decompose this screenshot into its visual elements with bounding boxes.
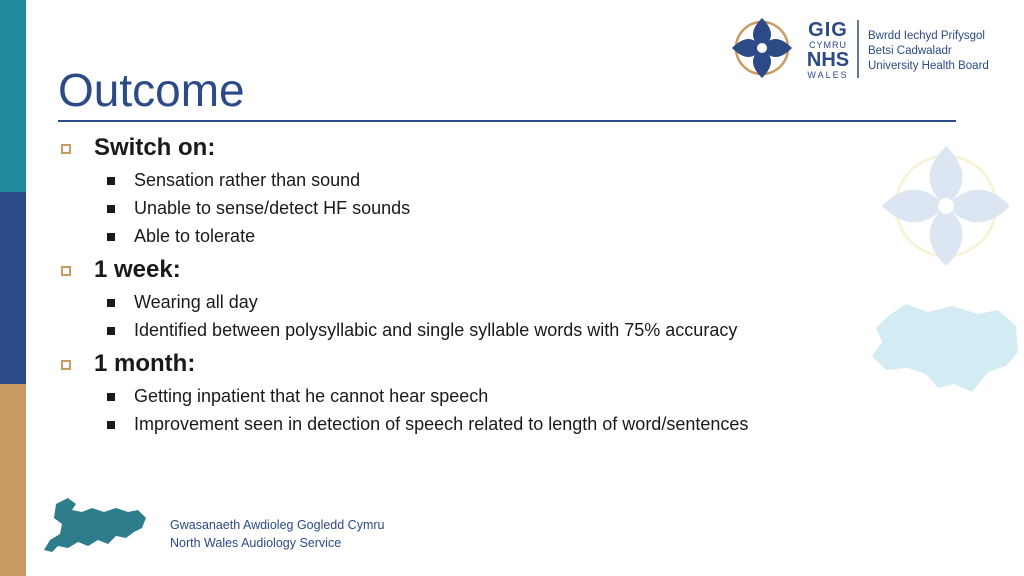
footer-welsh: Gwasanaeth Awdioleg Gogledd Cymru — [170, 518, 385, 532]
side-bar-teal — [0, 0, 26, 192]
board-line-2: Betsi Cadwaladr — [868, 45, 952, 57]
title-divider — [58, 120, 956, 122]
logo-cymru: CYMRU — [809, 40, 847, 50]
list-item — [58, 194, 958, 222]
list-item-text: Sensation rather than sound — [134, 170, 361, 190]
square-bullet-icon — [61, 360, 71, 370]
footer — [170, 516, 384, 552]
bullet-icon — [107, 299, 115, 307]
list-item-text: Able to tolerate — [134, 226, 256, 246]
section-1-month — [58, 348, 958, 438]
section-heading: 1 week: — [94, 256, 181, 283]
list-item-text: Wearing all day — [134, 292, 258, 312]
list-item-text: Improvement seen in detection of speech related to length of word/sentences — [134, 414, 749, 434]
section-switch-on — [58, 132, 958, 250]
square-bullet-icon — [61, 144, 71, 154]
list-item — [58, 382, 958, 410]
bullet-icon — [107, 177, 115, 185]
board-line-1: Bwrdd Iechyd Prifysgol — [868, 30, 985, 42]
footer-english: North Wales Audiology Service — [170, 536, 342, 550]
logo-wales: WALES — [807, 70, 849, 80]
logo-gig: GIG — [808, 19, 848, 41]
north-wales-map-icon — [42, 496, 150, 554]
square-bullet-icon — [61, 266, 71, 276]
section-1-week — [58, 254, 958, 344]
list-item — [58, 222, 958, 250]
section-heading: 1 month: — [94, 350, 196, 377]
bullet-icon — [107, 205, 115, 213]
list-item-text: Getting inpatient that he cannot hear speech — [134, 386, 489, 406]
list-item — [58, 316, 958, 344]
list-item — [58, 288, 958, 316]
slide-content — [58, 132, 958, 438]
health-board-name — [868, 29, 989, 74]
bullet-icon — [107, 233, 115, 241]
side-bar-tan — [0, 384, 26, 576]
board-line-3: University Health Board — [868, 60, 989, 72]
bullet-icon — [107, 421, 115, 429]
bullet-icon — [107, 393, 115, 401]
bullet-icon — [107, 327, 115, 335]
side-bar-navy — [0, 192, 26, 384]
list-item — [58, 410, 958, 438]
section-heading: Switch on: — [94, 134, 216, 161]
slide-title: Outcome — [58, 64, 245, 116]
list-item-text: Identified between polysyllabic and single syllable words with 75% accuracy — [134, 320, 738, 340]
list-item-text: Unable to sense/detect HF sounds — [134, 198, 411, 218]
logo-nhs: NHS — [806, 49, 850, 71]
list-item — [58, 166, 958, 194]
